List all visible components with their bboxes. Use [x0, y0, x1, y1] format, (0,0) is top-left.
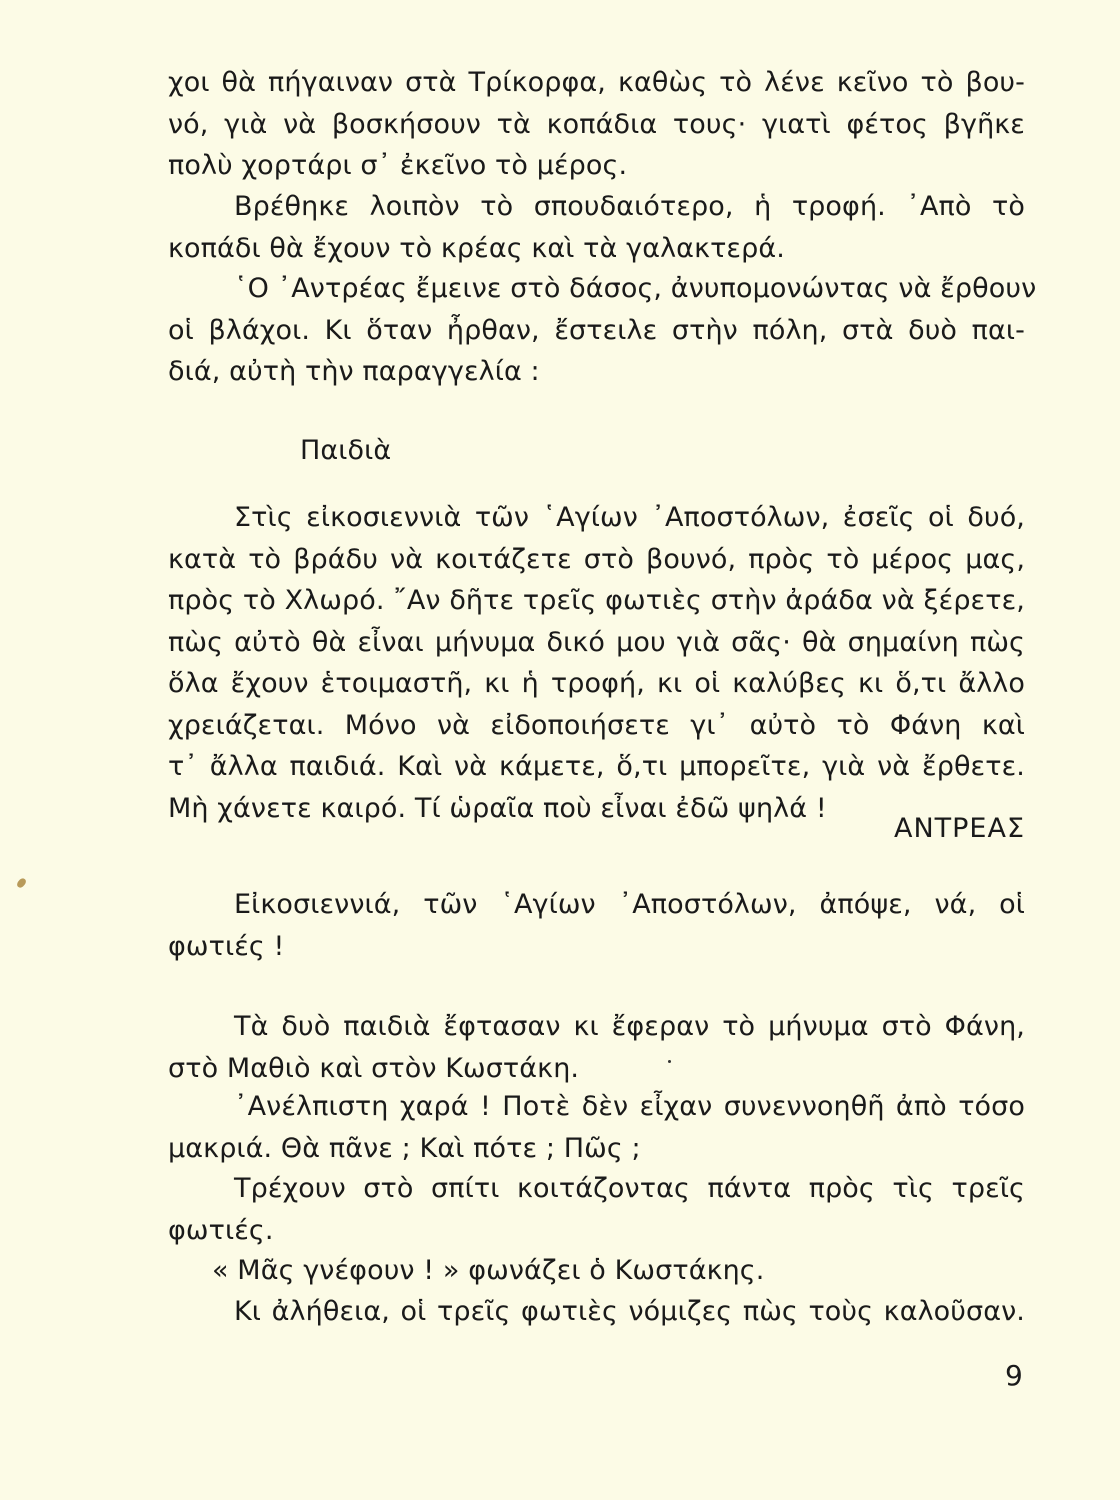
text-line: πὼς αὐτὸ θὰ εἶναι μήνυμα δικό μου γιὰ σᾶς· θὰ σημαίνη πὼς — [168, 626, 1025, 658]
text-line: Τὰ δυὸ παιδιὰ ἔφτασαν κι ἔφεραν τὸ μήνυμα στὸ Φάνη, — [234, 1011, 1025, 1042]
paragraph-1 — [168, 62, 1025, 187]
text-line: « Μᾶς γνέφουν ! » φωνάζει ὁ Κωστάκης. — [212, 1255, 765, 1286]
text-line: φωτιές. — [168, 1214, 274, 1246]
text-line: κατὰ τὸ βράδυ νὰ κοιτάζετε στὸ βουνό, πρὸς τὸ μέρος μας, — [168, 543, 1025, 575]
paragraph-9 — [168, 1291, 1025, 1333]
text-line: διά, αὐτὴ τὴν παραγγελία : — [168, 356, 540, 387]
paragraph-6 — [168, 1086, 1025, 1169]
text-line: Τρέχουν στὸ σπίτι κοιτάζοντας πάντα πρὸς τὶς τρεῖς — [234, 1173, 1025, 1204]
text-line: οἱ βλάχοι. Κι ὅταν ἦρθαν, ἔστειλε στὴν πόλη, στὰ δυὸ παι- — [168, 314, 1025, 346]
text-line: πολὺ χορτάρι σ᾽ ἐκεῖνο τὸ μέρος. — [168, 150, 628, 181]
text-line: χοι θὰ πήγαιναν στὰ Τρίκορφα, καθὼς τὸ λένε κεῖνο τὸ βου- — [168, 67, 1025, 98]
text-line: Στὶς εἰκοσιεννιὰ τῶν ῾Αγίων ᾽Αποστόλων, ἐσεῖς οἱ δυό, — [234, 502, 1025, 533]
text-line: Μὴ χάνετε καιρό. Τί ὡραῖα ποὺ εἶναι ἐδῶ ψηλά ! — [168, 792, 827, 824]
text-line: ᾽Ανέλπιστη χαρά ! Ποτὲ δὲν εἶχαν συνεννοηθῆ ἀπὸ τόσο — [234, 1091, 1025, 1122]
letter-signature: ΑΝΤΡΕΑΣ — [893, 813, 1025, 844]
text-line: Εἰκοσιεννιά, τῶν ῾Αγίων ᾽Αποστόλων, ἀπόψε, νά, οἱ — [234, 889, 1025, 920]
paragraph-4 — [168, 884, 1025, 967]
text-line: κοπάδι θὰ ἔχουν τὸ κρέας καὶ τὰ γαλακτερά. — [168, 232, 785, 264]
paragraph-2 — [168, 186, 1025, 269]
text-line: νό, γιὰ νὰ βοσκήσουν τὰ κοπάδια τους· γιατὶ φέτος βγῆκε — [168, 108, 1025, 140]
text-line: πρὸς τὸ Χλωρό. ῎Αν δῆτε τρεῖς φωτιὲς στὴν ἀράδα νὰ ξέρετε, — [168, 585, 1025, 616]
text-line: Βρέθηκε λοιπὸν τὸ σπουδαιότερο, ἡ τροφή. ᾽Απὸ τὸ — [234, 191, 1025, 222]
text-line: μακριά. Θὰ πᾶνε ; Καὶ πότε ; Πῶς ; — [168, 1132, 641, 1164]
paper-speck — [16, 877, 27, 889]
salutation-text: Παιδιὰ — [300, 435, 392, 466]
text-line: τ᾽ ἄλλα παιδιά. Καὶ νὰ κάμετε, ὅ,τι μπορεῖτε, γιὰ νὰ ἔρθετε. — [168, 751, 1025, 782]
paragraph-7 — [168, 1168, 1025, 1251]
letter-salutation — [300, 430, 600, 472]
paragraph-5 — [168, 1006, 1025, 1089]
letter-body — [168, 497, 1025, 829]
text-line: ὅλα ἔχουν ἑτοιμαστῆ, κι ἡ τροφή, κι οἱ καλύβες κι ὅ,τι ἄλλο — [168, 668, 1025, 699]
text-line: στὸ Μαθιὸ καὶ στὸν Κωστάκη. — [168, 1052, 580, 1084]
text-line: ῾Ο ᾽Αντρέας ἔμεινε στὸ δάσος, ἀνυπομονώντας νὰ ἔρθουν — [234, 273, 1037, 304]
paragraph-8 — [212, 1250, 912, 1292]
text-line: χρειάζεται. Μόνο νὰ εἰδοποιήσετε γι᾽ αὐτὸ τὸ Φάνη καὶ — [168, 709, 1025, 741]
paragraph-3 — [168, 268, 1037, 393]
text-line: φωτιές ! — [168, 930, 285, 962]
page-number: 9 — [1005, 1359, 1023, 1392]
text-line: Κι ἀλήθεια, οἱ τρεῖς φωτιὲς νόμιζες πὼς τοὺς καλοῦσαν. — [234, 1296, 1025, 1327]
